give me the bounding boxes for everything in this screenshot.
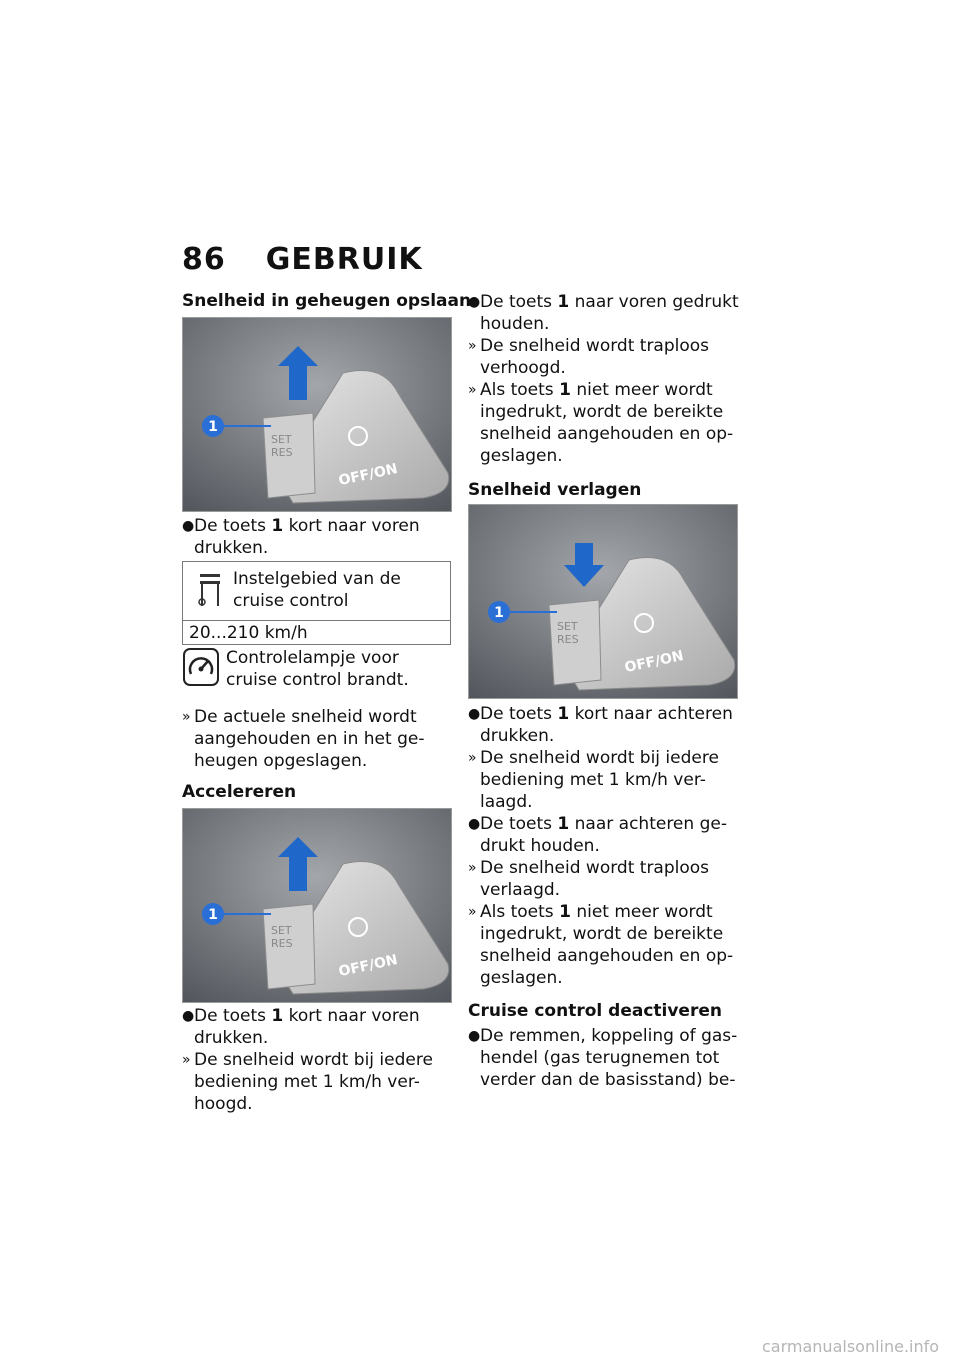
footer-watermark: carmanualsonline.info (762, 1337, 940, 1356)
bullet-marker: ● (468, 816, 481, 832)
result-marker: » (182, 1052, 191, 1068)
range-table: Instelgebied van de cruise control 20...210 km/h (182, 561, 451, 645)
range-value: 20...210 km/h (189, 623, 308, 643)
indicator-text: Controlelampje voor (226, 648, 399, 668)
heading-decrease-speed: Snelheid verlagen (468, 480, 642, 500)
res-label: RES (271, 937, 293, 950)
list-item: ● De toets 1 kort naar voren drukken. (182, 516, 420, 558)
cruise-control-indicator-icon (183, 648, 219, 686)
list-item: » Als toets 1 niet meer wordt ingedrukt, wordt de bereikte snelheid aangehouden en op- geslagen. (468, 902, 734, 988)
list-item: ● De toets 1 naar voren gedrukt houden. (468, 292, 739, 334)
callout-1: 1 (208, 907, 218, 923)
list-item: ● De toets 1 kort naar voren drukken. (182, 1006, 420, 1048)
set-label: SET (271, 433, 292, 446)
heading-deactivate: Cruise control deactiveren (468, 1001, 722, 1021)
callout-1: 1 (494, 605, 504, 621)
page-number: 86 (182, 242, 226, 277)
bullet-marker: ● (182, 518, 195, 534)
set-label: SET (271, 924, 292, 937)
result-marker: » (468, 338, 477, 354)
offon-label: OFF/ON (337, 461, 400, 490)
figure-lever-down (468, 504, 738, 699)
figure-lever-up-1 (182, 317, 452, 512)
list-item: ● De toets 1 kort naar achteren drukken. (468, 704, 733, 746)
list-item: » De snelheid wordt bij iedere bediening met 1 km/h ver- laagd. (468, 748, 719, 812)
section-title: GEBRUIK (265, 242, 423, 277)
callout-1: 1 (208, 419, 218, 435)
list-item: » De actuele snelheid wordt aangehouden en in het ge- heugen opgeslagen. (182, 707, 425, 771)
setting-range-icon (197, 572, 223, 608)
res-label: RES (271, 446, 293, 459)
offon-label: OFF/ON (623, 648, 686, 677)
bullet-marker: ● (468, 1028, 481, 1044)
figure-lever-up-2 (182, 808, 452, 1003)
bullet-marker: ● (182, 1008, 195, 1024)
result-marker: » (182, 709, 191, 725)
list-item: ● De toets 1 naar achteren ge- drukt houden. (468, 814, 727, 856)
heading-accelerate: Accelereren (182, 782, 297, 802)
list-item: » De snelheid wordt bij iedere bediening met 1 km/h ver- hoogd. (182, 1050, 433, 1114)
result-marker: » (468, 860, 477, 876)
list-item: » De snelheid wordt traploos verhoogd. (468, 336, 710, 378)
range-label: Instelgebied van de (233, 569, 401, 589)
list-item: ● De remmen, koppeling of gas- hendel (gas terugnemen tot verder dan de basisstand) be- (468, 1026, 738, 1090)
result-marker: » (468, 904, 477, 920)
bullet-marker: ● (468, 706, 481, 722)
list-item: » De snelheid wordt traploos verlaagd. (468, 858, 710, 900)
list-item: » Als toets 1 niet meer wordt ingedrukt, wordt de bereikte snelheid aangehouden en op- geslagen. (468, 380, 734, 466)
result-marker: » (468, 750, 477, 766)
set-label: SET (557, 620, 578, 633)
bullet-marker: ● (468, 294, 481, 310)
res-label: RES (557, 633, 579, 646)
offon-label: OFF/ON (337, 952, 400, 981)
page-header (182, 242, 423, 277)
heading-store-speed: Snelheid in geheugen opslaan (182, 291, 472, 311)
result-marker: » (468, 382, 477, 398)
